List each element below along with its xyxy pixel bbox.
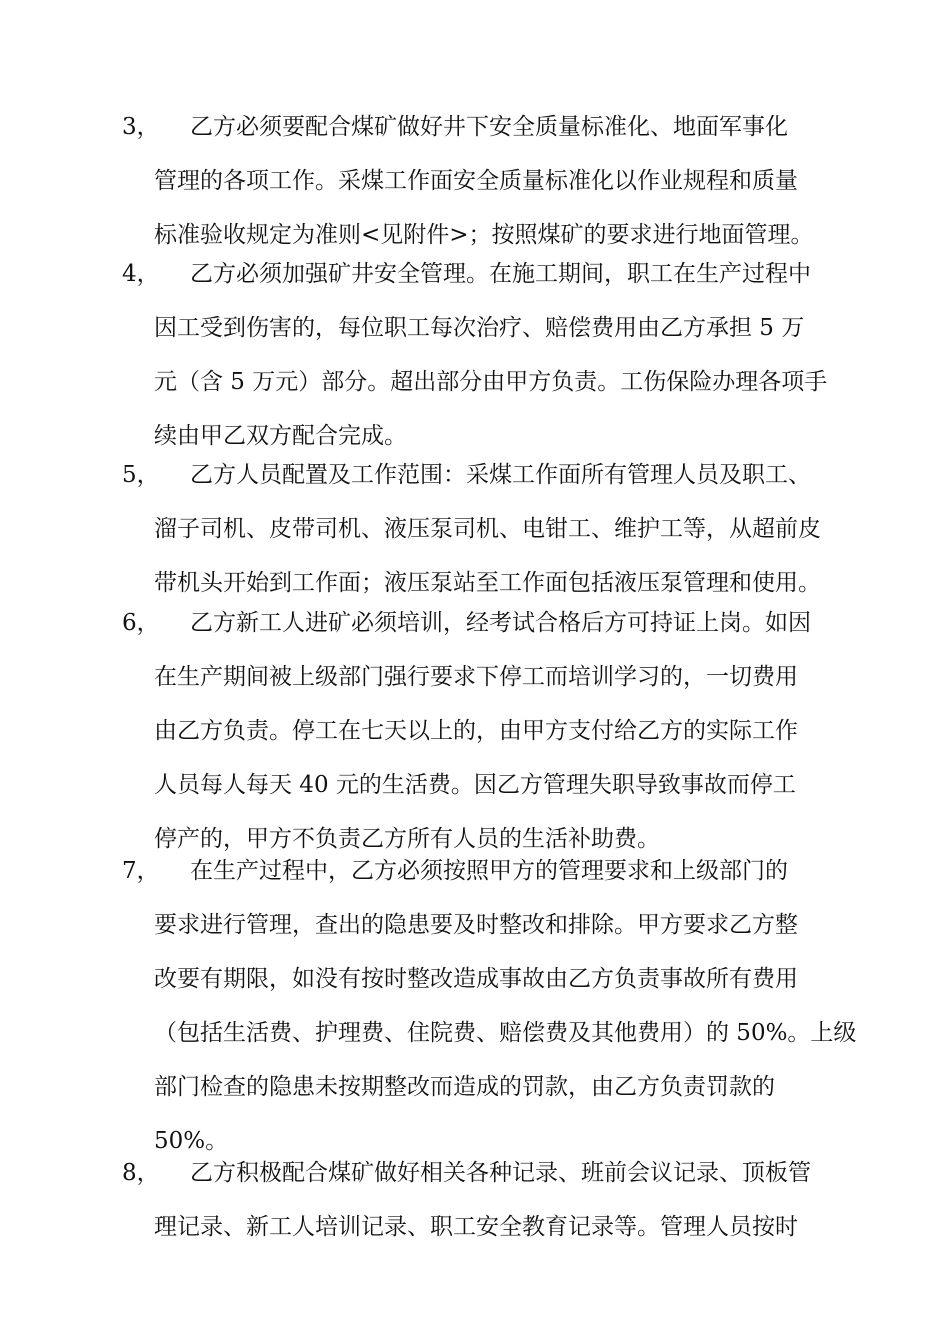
clause-text-line: 乙方必须加强矿井安全管理。在施工期间，职工在生产过程中 [190,261,811,287]
clause-text-line: 带机头开始到工作面；液压泵站至工作面包括液压泵管理和使用。 [154,570,821,596]
clause-text-line: 要求进行管理，查出的隐患要及时整改和排除。甲方要求乙方整 [154,912,798,938]
clause-text-line: 乙方新工人进矿必须培训，经考试合格后方可持证上岗。如因 [190,610,811,636]
clause-text-line: 元（含 5 万元）部分。超出部分由甲方负责。工伤保险办理各项手 [154,369,828,395]
clause-text-line: 续由甲乙双方配合完成。 [154,423,407,449]
clause-number: 7， [122,858,160,884]
clause-text-line: 由乙方负责。停工在七天以上的，由甲方支付给乙方的实际工作 [154,718,798,744]
clause-7 [0,844,950,1168]
clause-number: 3， [122,114,160,140]
clause-text-line: 标准验收规定为准则<见附件>；按照煤矿的要求进行地面管理。 [154,222,814,248]
clause-text-line: 50%。 [154,1128,229,1154]
clause-number: 5， [122,462,160,488]
clause-6 [0,596,950,866]
clause-text-line: 在生产过程中，乙方必须按照甲方的管理要求和上级部门的 [190,858,788,884]
clause-text-line: 溜子司机、皮带司机、液压泵司机、电钳工、维护工等，从超前皮 [154,516,821,542]
clause-text-line: 乙方必须要配合煤矿做好井下安全质量标准化、地面军事化 [190,114,788,140]
clause-text-line: 乙方人员配置及工作范围：采煤工作面所有管理人员及职工、 [190,462,811,488]
clause-text-line: 部门检查的隐患未按期整改而造成的罚款，由乙方负责罚款的 [154,1074,775,1100]
clause-number: 8， [122,1160,160,1186]
clause-text-line: 人员每人每天 40 元的生活费。因乙方管理失职导致事故而停工 [154,772,796,798]
clause-number: 4， [122,261,160,287]
clause-text-line: 在生产期间被上级部门强行要求下停工而培训学习的，一切费用 [154,664,798,690]
clause-text-line: 改要有期限，如没有按时整改造成事故由乙方负责事故所有费用 [154,966,798,992]
clause-5 [0,448,950,610]
clause-number: 6， [122,610,160,636]
clause-text-line: 乙方积极配合煤矿做好相关各种记录、班前会议记录、顶板管 [190,1160,811,1186]
clause-text-line: （包括生活费、护理费、住院费、赔偿费及其他费用）的 50%。上级 [154,1020,857,1046]
clause-8 [0,1146,950,1254]
clause-text-line: 管理的各项工作。采煤工作面安全质量标准化以作业规程和质量 [154,168,798,194]
clause-text-line: 因工受到伤害的，每位职工每次治疗、赔偿费用由乙方承担 5 万 [154,315,805,341]
clause-text-line: 停产的，甲方不负责乙方所有人员的生活补助费。 [154,826,660,852]
clause-4 [0,247,950,463]
clause-3 [0,100,950,262]
clause-text-line: 理记录、新工人培训记录、职工安全教育记录等。管理人员按时 [154,1214,798,1240]
